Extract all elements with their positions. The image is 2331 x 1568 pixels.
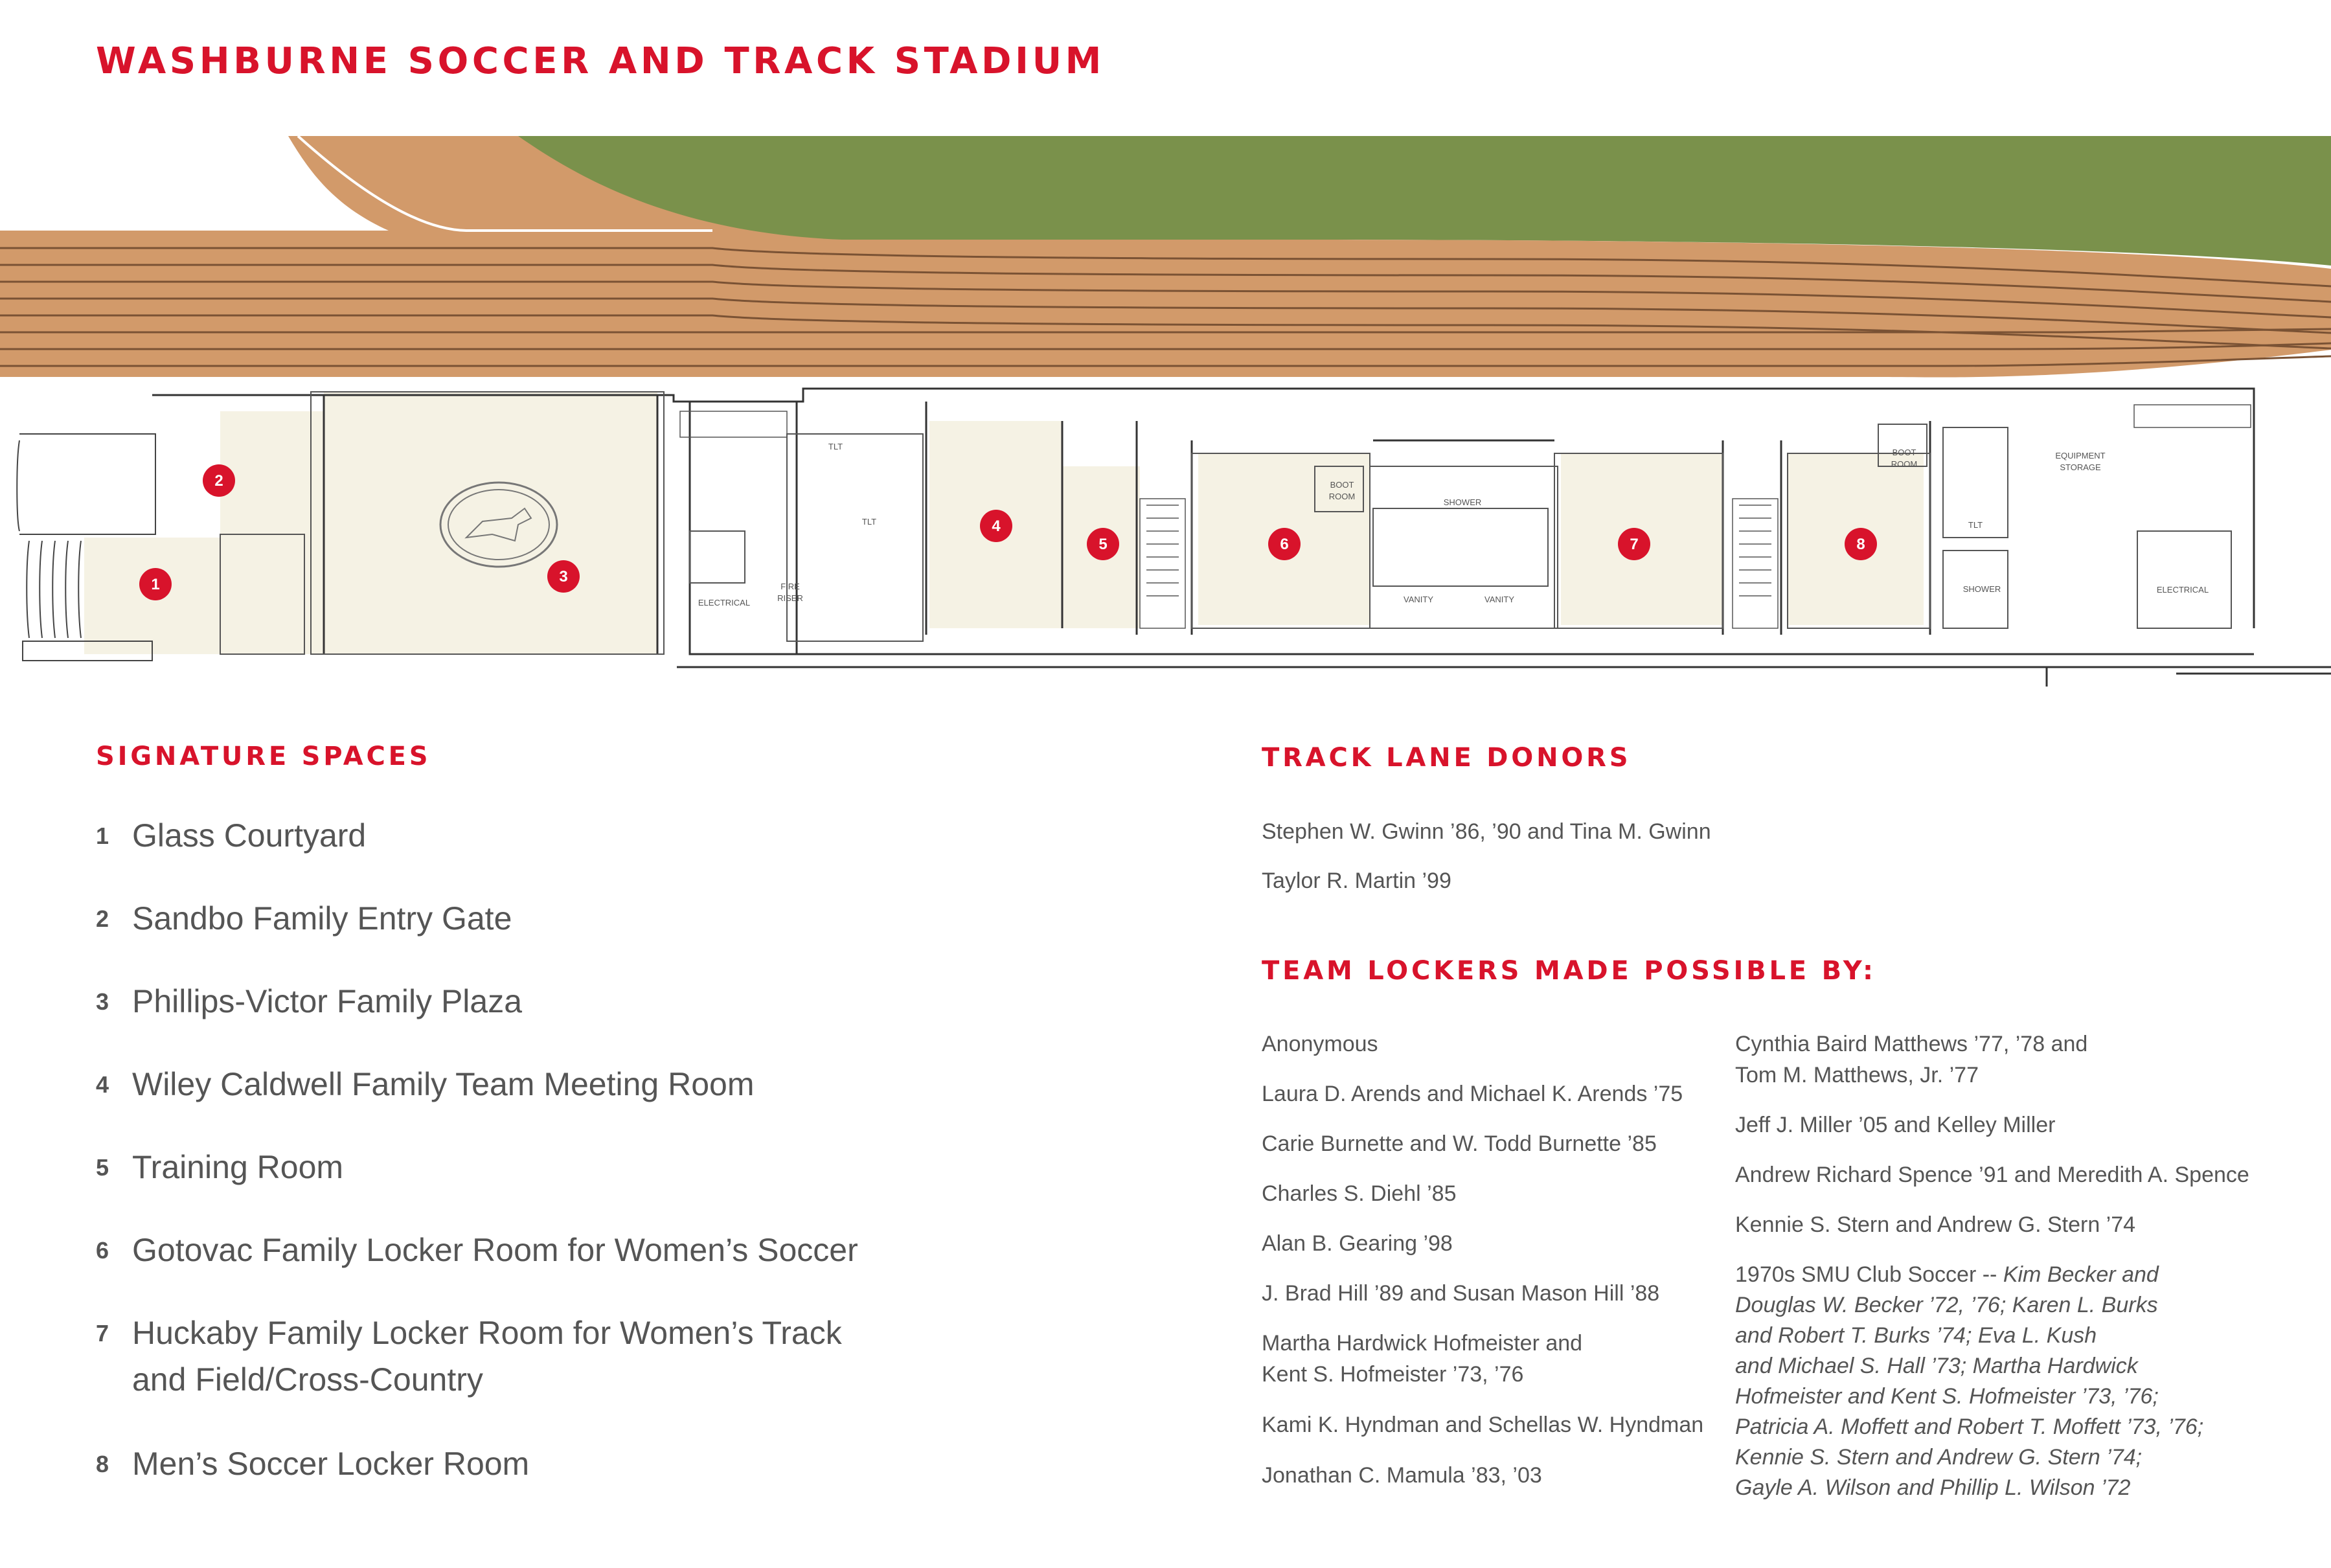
space-name: Phillips-Victor Family Plaza: [132, 983, 523, 1019]
locker-donor: Kami K. Hyndman and Schellas W. Hyndman: [1262, 1413, 1704, 1437]
space-name: Sandbo Family Entry Gate: [132, 900, 512, 937]
space-marker-1: [139, 568, 172, 600]
space-item: [96, 1061, 873, 1108]
space-item: [96, 1144, 873, 1190]
space-marker-8: [1845, 528, 1877, 560]
club-soccer-line: Kennie S. Stern and Andrew G. Stern ’74;: [1735, 1445, 2143, 1470]
locker-donor: Jonathan C. Mamula ’83, ’03: [1262, 1463, 1542, 1488]
room-label: TLT: [1968, 520, 1983, 530]
space-item: [96, 1440, 873, 1487]
stairwells: [680, 405, 2251, 628]
space-marker-4: [980, 510, 1012, 542]
room-label: SHOWER: [1962, 584, 2001, 594]
space-name-continued: and Field/Cross-Country: [132, 1361, 483, 1398]
locker-donor-continued: Tom M. Matthews, Jr. ’77: [1735, 1063, 1979, 1087]
room-label: BOOT: [1892, 448, 1916, 457]
room-label: TLT: [828, 442, 843, 451]
space-number: 2: [96, 905, 109, 932]
team-lockers-heading: TEAM LOCKERS MADE POSSIBLE BY:: [1262, 956, 1876, 986]
room-label: RISER: [777, 593, 803, 603]
track-lane-donors-heading: TRACK LANE DONORS: [1262, 743, 1632, 773]
room-label: ROOM: [1328, 492, 1356, 501]
club-soccer-line: Patricia A. Moffett and Robert T. Moffett ’73, ’76;: [1735, 1415, 2204, 1439]
room-label: FIRE: [780, 582, 800, 591]
club-soccer-lead: 1970s SMU Club Soccer --: [1735, 1262, 2003, 1287]
room-label: ROOM: [1891, 459, 1918, 469]
svg-text:8: 8: [1856, 536, 1865, 553]
room-label: ELECTRICAL: [2156, 585, 2209, 595]
locker-donor: Cynthia Baird Matthews ’77, ’78 and: [1735, 1032, 2088, 1056]
club-soccer-line: Hofmeister and Kent S. Hofmeister ’73, ’76;: [1735, 1384, 2159, 1409]
locker-donor: Carie Burnette and W. Todd Burnette ’85: [1262, 1131, 1657, 1156]
room-label: EQUIPMENT: [2055, 451, 2106, 460]
space-number: 8: [96, 1451, 109, 1477]
track-donor: Taylor R. Martin ’99: [1262, 869, 1451, 893]
space-name: Men’s Soccer Locker Room: [132, 1446, 530, 1482]
space-marker-3: [547, 560, 580, 593]
space-item: [96, 978, 873, 1025]
svg-text:7: 7: [1630, 536, 1639, 553]
room-label: BOOT: [1330, 480, 1354, 490]
track-donor: Stephen W. Gwinn ’86, ’90 and Tina M. Gwinn: [1262, 819, 1711, 844]
locker-donor-continued: Kent S. Hofmeister ’73, ’76: [1262, 1362, 1524, 1387]
space-marker-7: [1618, 528, 1650, 560]
locker-donor: Laura D. Arends and Michael K. Arends ’75: [1262, 1082, 1683, 1106]
signature-spaces-heading: SIGNATURE SPACES: [96, 742, 431, 771]
space-item: [96, 812, 873, 859]
space-number: 4: [96, 1071, 109, 1098]
space-marker-5: [1087, 528, 1119, 560]
svg-text:4: 4: [992, 517, 1001, 535]
club-soccer-line: Kim Becker and: [2003, 1262, 2159, 1287]
space-name: Wiley Caldwell Family Team Meeting Room: [132, 1066, 755, 1102]
club-soccer-donors: [1735, 1259, 2159, 1290]
svg-text:2: 2: [214, 472, 223, 490]
space-name: Huckaby Family Locker Room for Women’s Track: [132, 1315, 842, 1351]
space-marker-6: [1268, 528, 1301, 560]
locker-donor: Alan B. Gearing ’98: [1262, 1231, 1453, 1256]
room-label: SHOWER: [1443, 497, 1482, 507]
room-label: VANITY: [1404, 595, 1433, 604]
svg-text:3: 3: [559, 568, 568, 585]
locker-donor: Martha Hardwick Hofmeister and: [1262, 1331, 1583, 1356]
space-number: 3: [96, 988, 109, 1015]
space-marker-2: [203, 464, 235, 497]
club-soccer-line: and Michael S. Hall ’73; Martha Hardwick: [1735, 1354, 2138, 1378]
svg-text:5: 5: [1098, 536, 1108, 553]
room-label: STORAGE: [2060, 462, 2101, 472]
space-number: 6: [96, 1237, 109, 1264]
locker-donor: J. Brad Hill ’89 and Susan Mason Hill ’88: [1262, 1281, 1660, 1306]
club-soccer-line: Gayle A. Wilson and Phillip L. Wilson ’72: [1735, 1475, 2131, 1500]
space-name: Gotovac Family Locker Room for Women’s Soccer: [132, 1232, 858, 1268]
space-number: 7: [96, 1320, 109, 1346]
room-label: VANITY: [1484, 595, 1514, 604]
locker-donor: Charles S. Diehl ’85: [1262, 1181, 1457, 1206]
space-item: [96, 1310, 873, 1403]
floor-plan: [0, 136, 2331, 687]
space-item: [96, 1227, 873, 1273]
locker-donor: Kennie S. Stern and Andrew G. Stern ’74: [1735, 1212, 2136, 1237]
space-item: [96, 895, 873, 942]
page-title: WASHBURNE SOCCER AND TRACK STADIUM: [96, 40, 1105, 82]
space-name: Glass Courtyard: [132, 817, 367, 854]
space-number: 5: [96, 1154, 109, 1181]
locker-donor: Jeff J. Miller ’05 and Kelley Miller: [1735, 1113, 2056, 1137]
locker-donor: Andrew Richard Spence ’91 and Meredith A. Spence: [1735, 1163, 2249, 1187]
space-number: 1: [96, 823, 109, 849]
svg-text:6: 6: [1280, 536, 1289, 553]
club-soccer-line: and Robert T. Burks ’74; Eva L. Kush: [1735, 1323, 2097, 1348]
room-label: TLT: [861, 517, 877, 527]
space-name: Training Room: [132, 1149, 344, 1185]
svg-text:1: 1: [151, 576, 160, 593]
club-soccer-line: Douglas W. Becker ’72, ’76; Karen L. Burks: [1735, 1293, 2158, 1317]
room-label: ELECTRICAL: [698, 598, 751, 608]
locker-donor: Anonymous: [1262, 1032, 1378, 1056]
